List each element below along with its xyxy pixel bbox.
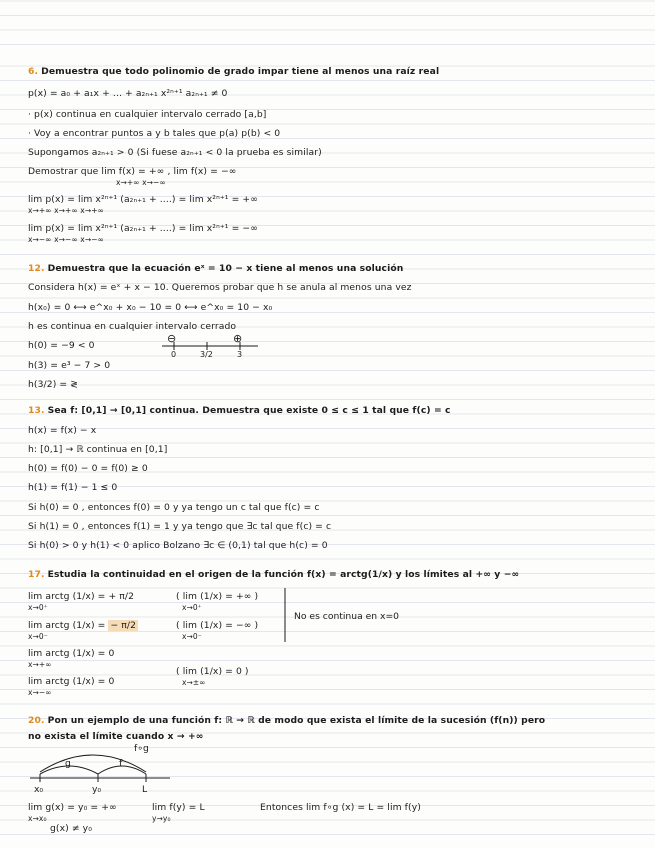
ex20-line-1: lim g(x) = y₀ = +∞ <box>28 802 117 813</box>
ex13-line-1: h(x) = f(x) − x <box>28 425 97 436</box>
ex13-line-3: h(0) = f(0) − 0 = f(0) ≥ 0 <box>28 463 148 474</box>
ex12-plus-sign: ⊕ <box>233 332 243 345</box>
ex17-line-4: lim arctg (1/x) = 0 <box>28 676 115 687</box>
ex6-line-3: · Voy a encontrar puntos a y b tales que p(a) p(b) < 0 <box>28 128 281 139</box>
ex13-line-4: h(1) = f(1) − 1 ≤ 0 <box>28 482 118 493</box>
ex12-tick-0: 0 <box>171 350 177 359</box>
ex17-line-2-right-sub: x→0⁻ <box>182 632 202 641</box>
ex17-line-3: lim arctg (1/x) = 0 <box>28 648 115 659</box>
ex12-line-6: h(3/2) = ≷ <box>28 379 79 390</box>
ex13-statement: Sea f: [0,1] → [0,1] continua. Demuestra que existe 0 ≤ c ≤ 1 tal que f(c) = c <box>47 405 451 416</box>
ex13-line-2: h: [0,1] → ℝ continua en [0,1] <box>28 444 168 455</box>
ex17-line-2-text: lim arctg (1/x) = <box>28 620 109 631</box>
ex20-line-3: Entonces lim f∘g (x) = L = lim f(y) <box>260 802 421 813</box>
ex12-statement: Demuestra que la ecuación eˣ = 10 − x tiene al menos una solución <box>47 263 404 274</box>
ex20-label-x0: x₀ <box>34 784 44 795</box>
ex20-label-g: g <box>65 758 71 769</box>
ex12-line-4: h(0) = −9 < 0 <box>28 340 95 351</box>
ex17-line-2-sub: x→0⁻ <box>28 632 48 641</box>
ex20-statement-2: no exista el límite cuando x → +∞ <box>28 731 204 742</box>
ex20-label-L: L <box>142 784 148 795</box>
ex6-line-5-sub: x→+∞ x→−∞ <box>116 178 166 187</box>
ex6-statement: Demuestra que todo polinomio de grado impar tiene al menos una raíz real <box>41 66 440 77</box>
ex17-statement: Estudia la continuidad en el origen de la función f(x) = arctg(1/x) y los límites al +∞ y −∞ <box>47 569 520 580</box>
ex17-number: 17. <box>28 569 45 580</box>
ex6-line-4: Supongamos a₂ₙ₊₁ > 0 (Si fuese a₂ₙ₊₁ < 0 la prueba es similar) <box>28 147 322 158</box>
ex6-line-5: Demostrar que lim f(x) = +∞ , lim f(x) = −∞ <box>28 166 237 177</box>
ex6-line-2: · p(x) continua en cualquier intervalo cerrado [a,b] <box>28 109 267 120</box>
ex13-line-6: Si h(1) = 0 , entonces f(1) = 1 y ya tengo que ∃c tal que f(c) = c <box>28 521 332 532</box>
ex6-line-6-sub: x→+∞ x→+∞ x→+∞ <box>28 206 104 215</box>
ex17-line-4-sub: x→−∞ <box>28 688 52 697</box>
ex17-line-3-sub: x→+∞ <box>28 660 52 669</box>
ex6-line-7: lim p(x) = lim x²ⁿ⁺¹ (a₂ₙ₊₁ + ....) = lim x²ⁿ⁺¹ = −∞ <box>28 223 258 234</box>
ex20-line-1-sub: x→x₀ <box>28 814 47 823</box>
ex20-label-fog: f∘g <box>134 743 149 754</box>
ex17-line-1-right: ( lim (1/x) = +∞ ) <box>176 591 259 602</box>
ex20-line-1b: g(x) ≠ y₀ <box>50 823 92 834</box>
ex13-line-5: Si h(0) = 0 , entonces f(0) = 0 y ya tengo un c tal que f(c) = c <box>28 502 320 513</box>
ex13-number: 13. <box>28 405 45 416</box>
ex20-line-2-sub: y→y₀ <box>152 814 171 823</box>
ex20-label-y0: y₀ <box>92 784 102 795</box>
ex13-line-7: Si h(0) > 0 y h(1) < 0 aplico Bolzano ∃c ∈ (0,1) tal que h(c) = 0 <box>28 540 328 551</box>
ex20-number: 20. <box>28 715 45 726</box>
ex6-number: 6. <box>28 66 39 77</box>
ex12-tick-3-2: 3/2 <box>200 350 213 359</box>
ex17-line-4-right: ( lim (1/x) = 0 ) <box>176 666 249 677</box>
ex17-highlighted-value: − π/2 <box>110 620 137 631</box>
ex12-line-2: h(x₀) = 0 ⟷ e^x₀ + x₀ − 10 = 0 ⟷ e^x₀ = 10 − x₀ <box>28 302 273 313</box>
ex12-line-5: h(3) = e³ − 7 > 0 <box>28 360 111 371</box>
ex6-line-1: p(x) = a₀ + a₁x + ... + a₂ₙ₊₁ x²ⁿ⁺¹ a₂ₙ₊₁ ≠ 0 <box>28 88 228 99</box>
ex12-line-3: h es continua en cualquier intervalo cerrado <box>28 321 237 332</box>
ex12-number: 12. <box>28 263 45 274</box>
ex20-line-2: lim f(y) = L <box>152 802 205 813</box>
ex17-continuity-note: No es continua en x=0 <box>294 611 399 622</box>
ex6-line-6: lim p(x) = lim x²ⁿ⁺¹ (a₂ₙ₊₁ + ....) = lim x²ⁿ⁺¹ = +∞ <box>28 194 258 205</box>
ex6-line-7-sub: x→−∞ x→−∞ x→−∞ <box>28 235 104 244</box>
ex12-tick-3: 3 <box>237 350 243 359</box>
ex17-line-1-right-sub: x→0⁺ <box>182 603 202 612</box>
ex17-line-2-right: ( lim (1/x) = −∞ ) <box>176 620 259 631</box>
ex17-line-1-sub: x→0⁺ <box>28 603 48 612</box>
ex20-statement: Pon un ejemplo de una función f: ℝ → ℝ de modo que exista el límite de la sucesión (f(n)) pero <box>47 715 546 726</box>
ex17-line-4-right-sub: x→±∞ <box>182 678 206 687</box>
ex20-label-f: f <box>119 758 123 769</box>
ex12-line-1: Considera h(x) = eˣ + x − 10. Queremos probar que h se anula al menos una vez <box>28 282 412 293</box>
ex17-line-1: lim arctg (1/x) = + π/2 <box>28 591 135 602</box>
ex12-minus-sign: ⊖ <box>167 332 177 345</box>
